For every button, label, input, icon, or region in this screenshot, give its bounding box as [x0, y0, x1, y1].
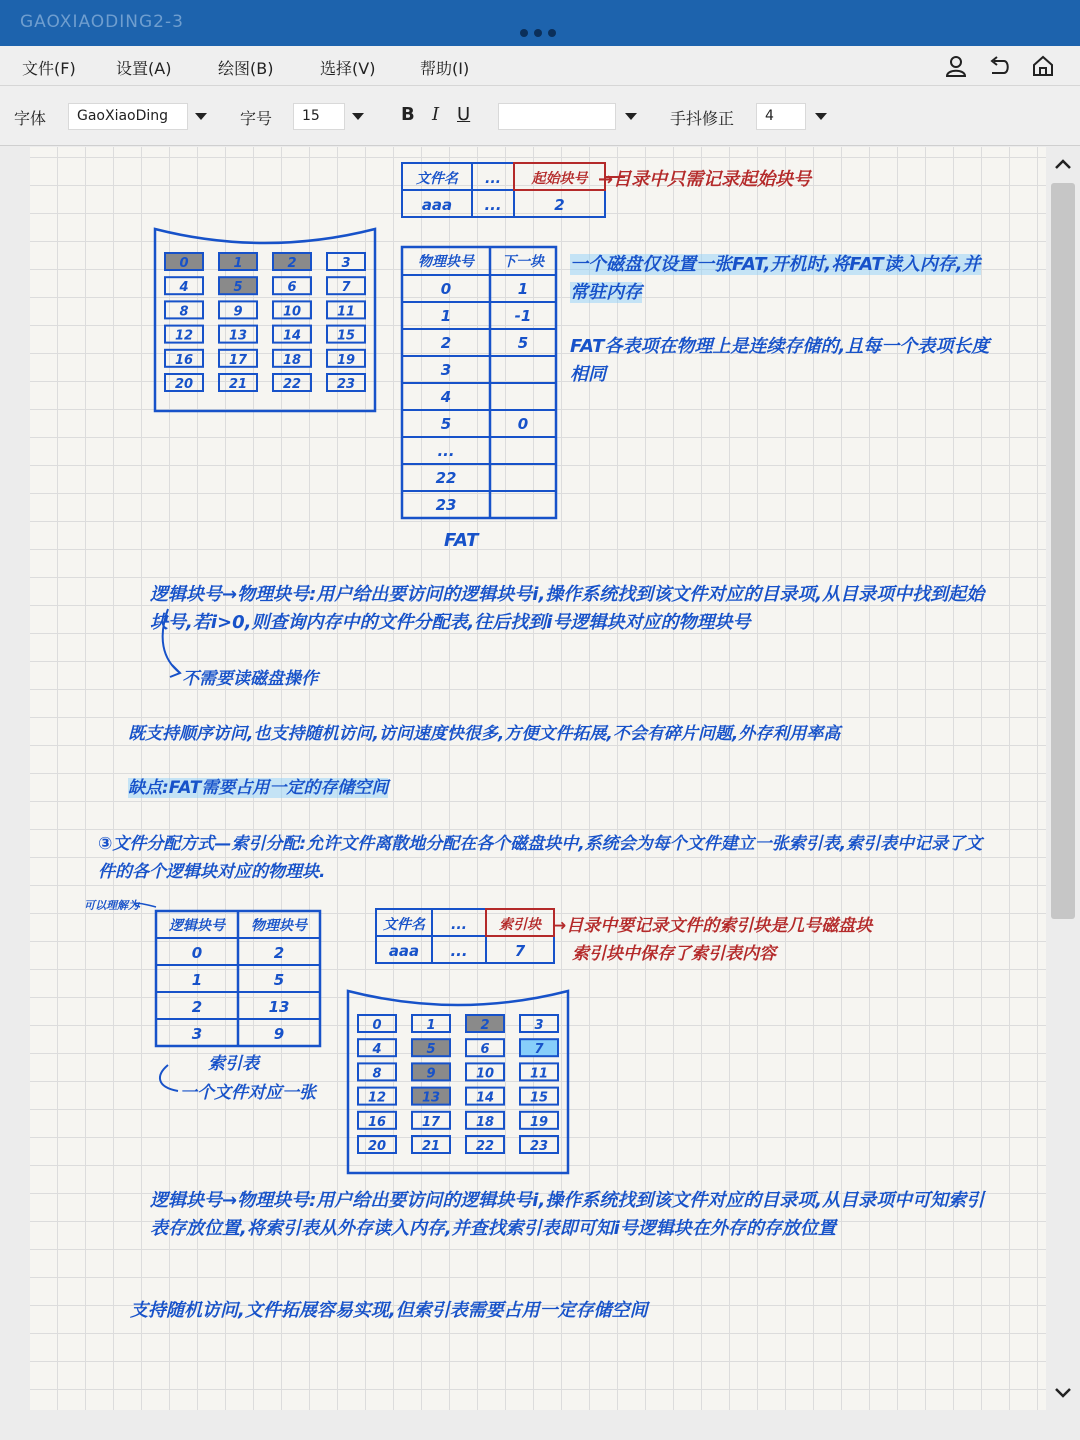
disk-block-label: 3	[341, 256, 351, 271]
disk-block-label: 22	[282, 377, 302, 392]
disk-block-label: 15	[336, 328, 356, 344]
disk-block-label: 13	[421, 1090, 441, 1106]
index-table-cell: 1	[191, 971, 203, 989]
user-icon[interactable]	[943, 53, 969, 79]
fat-table-cell: 0	[517, 415, 529, 433]
disk-block-label: 1	[233, 256, 243, 271]
disk-block-label: 7	[341, 280, 351, 296]
font-label: 字体	[14, 109, 47, 128]
fat-table-cell: 1	[517, 280, 529, 298]
fat-table-cell: 1	[440, 307, 452, 325]
disk-block-label: 23	[529, 1139, 549, 1154]
advantages-1: 既支持顺序访问,也支持随机访问,访问速度快很多,方便文件拓展,不会有碎片问题,外存利用率高	[128, 724, 841, 744]
fat-table-header: 下一块	[502, 254, 544, 270]
disk-block-label: 3	[534, 1018, 544, 1033]
section-3-heading: ③文件分配方式—索引分配:允许文件离散地分配在各个磁盘块中,系统会为每个文件建立一张索引表,索引表中记录了文件的各个逻辑块对应的物理块.	[98, 834, 983, 882]
dir-table-1-cell: ...	[484, 196, 502, 214]
italic-button[interactable]: I	[432, 104, 440, 125]
fat-table-cell: 4	[440, 388, 452, 406]
can-see-label: 可以理解为	[84, 899, 139, 912]
dir-table-2-header: 索引块	[499, 917, 541, 933]
menu-file[interactable]: 文件(F)	[22, 59, 76, 78]
fat-table-cell: 23	[435, 496, 457, 514]
disk-block-label: 21	[421, 1139, 441, 1154]
fat-table-cell: 5	[440, 415, 452, 433]
fat-note-1-text: 一个磁盘仅设置一张FAT,开机时,将FAT读入内存,并常驻内存	[570, 254, 981, 303]
index-table-caption: 索引表	[208, 1054, 259, 1074]
logic-arrow-head	[170, 665, 180, 677]
jitter-value-select[interactable]: 4	[756, 103, 806, 130]
color-dropdown-chevron-down-icon[interactable]	[618, 103, 644, 130]
index-table-header: 逻辑块号	[169, 918, 225, 934]
fat-table-header: 物理块号	[418, 254, 474, 270]
disk-block-label: 16	[174, 352, 194, 368]
dir-table-2-header: 文件名	[383, 917, 425, 933]
font-family-select[interactable]: GaoXiaoDing	[68, 103, 188, 130]
index-table-cell: 9	[273, 1025, 285, 1043]
fat-table-cell: 3	[440, 361, 452, 379]
disk-block-label: 6	[480, 1042, 490, 1058]
index-table-cell: 5	[273, 971, 285, 989]
disk-block-label: 16	[367, 1114, 387, 1130]
disk-block-label: 2	[480, 1018, 490, 1033]
disk-block-label: 5	[233, 280, 243, 296]
fat-note-2: FAT各表项在物理上是连续存储的,且每一个表项长度相同	[570, 336, 990, 385]
disk-block-label: 11	[336, 304, 356, 320]
disk-grid-2	[348, 991, 568, 1173]
advantages-2: 支持随机访问,文件拓展容易实现,但索引表需要占用一定存储空间	[130, 1300, 648, 1321]
fat-table-cell: 0	[440, 280, 452, 298]
disk-block-label: 10	[282, 304, 302, 320]
disk-block-label: 6	[287, 280, 297, 296]
size-dropdown-chevron-down-icon[interactable]	[345, 103, 371, 130]
disk-block-label: 14	[282, 328, 302, 344]
disk-block-label: 11	[529, 1066, 549, 1082]
disk-block-label: 13	[228, 328, 248, 344]
disk-block-label: 5	[426, 1042, 436, 1058]
menu-draw[interactable]: 绘图(B)	[218, 59, 274, 78]
color-select[interactable]	[498, 103, 616, 130]
disk-block-label: 4	[372, 1042, 382, 1058]
jitter-label: 手抖修正	[670, 109, 735, 128]
note-page[interactable]	[30, 147, 1046, 1410]
disk-block-label: 0	[179, 256, 189, 271]
fat-table-cell: 2	[440, 334, 452, 352]
index-table-cell: 0	[191, 944, 203, 962]
disk-block-label: 9	[233, 304, 243, 320]
disk-block-label: 8	[179, 304, 189, 320]
underline-button[interactable]: U	[457, 104, 471, 125]
disk-block-label: 19	[529, 1114, 549, 1130]
disk-block-label: 10	[475, 1066, 495, 1082]
title-bar	[0, 0, 1080, 46]
disk-block-label: 1	[426, 1018, 436, 1033]
disk-block-label: 17	[228, 352, 248, 368]
dir-table-1-header: 起始块号	[531, 171, 588, 187]
disk-block-label: 19	[336, 352, 356, 368]
disk-block-label: 7	[534, 1042, 544, 1058]
disk-block-label: 18	[475, 1114, 495, 1130]
index-table-cell: 13	[268, 998, 290, 1016]
index-table-cell: 3	[191, 1025, 203, 1043]
dir-note-1: →目录中只需记录起始块号	[598, 169, 812, 190]
dir-note-2a: →目录中要记录文件的索引块是几号磁盘块	[552, 916, 873, 936]
disk-block-label: 23	[336, 377, 356, 392]
font-size-select[interactable]: 15	[293, 103, 345, 130]
dir-table-2-cell: aaa	[388, 942, 420, 960]
disk-block-label: 20	[174, 377, 194, 392]
disk-block-label: 2	[287, 256, 297, 271]
disk-block-label: 12	[174, 328, 194, 344]
menu-settings[interactable]: 设置(A)	[116, 59, 172, 78]
canvas-area	[0, 147, 1080, 1440]
scroll-up-chevron-icon[interactable]	[1051, 153, 1075, 177]
fat-note-1	[570, 251, 990, 307]
dir-note-2b: 索引块中保存了索引表内容	[572, 944, 776, 964]
disk-grid-1	[155, 229, 375, 411]
undo-icon[interactable]	[986, 53, 1012, 79]
fat-table-cell: -1	[514, 307, 532, 325]
logic-note-1-side: 不需要读磁盘操作	[182, 669, 318, 689]
dir-table-1-header: ...	[485, 171, 501, 187]
disk-block-label: 8	[372, 1066, 382, 1082]
dir-table-1-cell: aaa	[421, 196, 453, 214]
dir-table-2-header: ...	[451, 917, 467, 933]
menu-select[interactable]: 选择(V)	[320, 59, 376, 78]
format-toolbar	[0, 86, 1080, 146]
home-icon[interactable]	[1030, 53, 1056, 79]
disk-block-label: 14	[475, 1090, 495, 1106]
disk-block-label: 12	[367, 1090, 387, 1106]
scrollbar-thumb[interactable]	[1051, 183, 1075, 919]
fat-table-cell: 5	[517, 334, 529, 352]
disadvantages-1	[128, 774, 388, 802]
logic-note-1: 逻辑块号→物理块号:用户给出要访问的逻辑块号i,操作系统找到该文件对应的目录项,从目录项中找到起始块号,若i>0,则查询内存中的文件分配表,往后找到i号逻辑块对应的物理块号	[150, 584, 985, 633]
index-table-note: 一个文件对应一张	[180, 1083, 316, 1103]
scroll-down-chevron-icon[interactable]	[1051, 1380, 1075, 1404]
bold-button[interactable]: B	[401, 104, 415, 125]
disk-block-label: 17	[421, 1114, 441, 1130]
size-label: 字号	[240, 109, 273, 128]
window-title: GAOXIAODING2-3	[20, 12, 184, 32]
window-menu-dots-icon[interactable]	[520, 22, 564, 30]
index-table-header: 物理块号	[251, 918, 307, 934]
fat-caption: FAT	[444, 530, 479, 551]
disk-block-label: 18	[282, 352, 302, 368]
disk-block-label: 20	[367, 1139, 387, 1154]
font-dropdown-chevron-down-icon[interactable]	[188, 103, 214, 130]
disk-block-label: 15	[529, 1090, 549, 1106]
fat-table-cell: 22	[435, 469, 457, 487]
disk-block-label: 4	[179, 280, 189, 296]
vertical-scrollbar[interactable]	[1046, 147, 1080, 1410]
disk-block-label: 0	[372, 1018, 382, 1033]
menu-bar	[0, 46, 1080, 86]
menu-help[interactable]: 帮助(I)	[420, 59, 470, 78]
dir-table-1-header: 文件名	[416, 171, 458, 187]
disadvantages-1-text: 缺点:FAT需要占用一定的存储空间	[128, 778, 389, 798]
logic-note-2: 逻辑块号→物理块号:用户给出要访问的逻辑块号i,操作系统找到该文件对应的目录项,从目录项中可知索引表存放位置,将索引表从外存读入内存,并查找索引表即可知i号逻辑块在外存的存放位置	[150, 1190, 985, 1239]
index-note-arrow	[160, 1065, 178, 1091]
index-table-cell: 2	[191, 998, 203, 1016]
disk-block-label: 22	[475, 1139, 495, 1154]
disk-block-label: 21	[228, 377, 248, 392]
dir-table-2-cell: 7	[514, 942, 526, 960]
disk-block-label: 9	[426, 1066, 436, 1082]
dir-table-2-cell: ...	[450, 942, 468, 960]
index-table-cell: 2	[273, 944, 285, 962]
jitter-dropdown-chevron-down-icon[interactable]	[808, 103, 834, 130]
fat-table-cell: ...	[437, 442, 455, 460]
dir-table-1-cell: 2	[554, 196, 565, 214]
